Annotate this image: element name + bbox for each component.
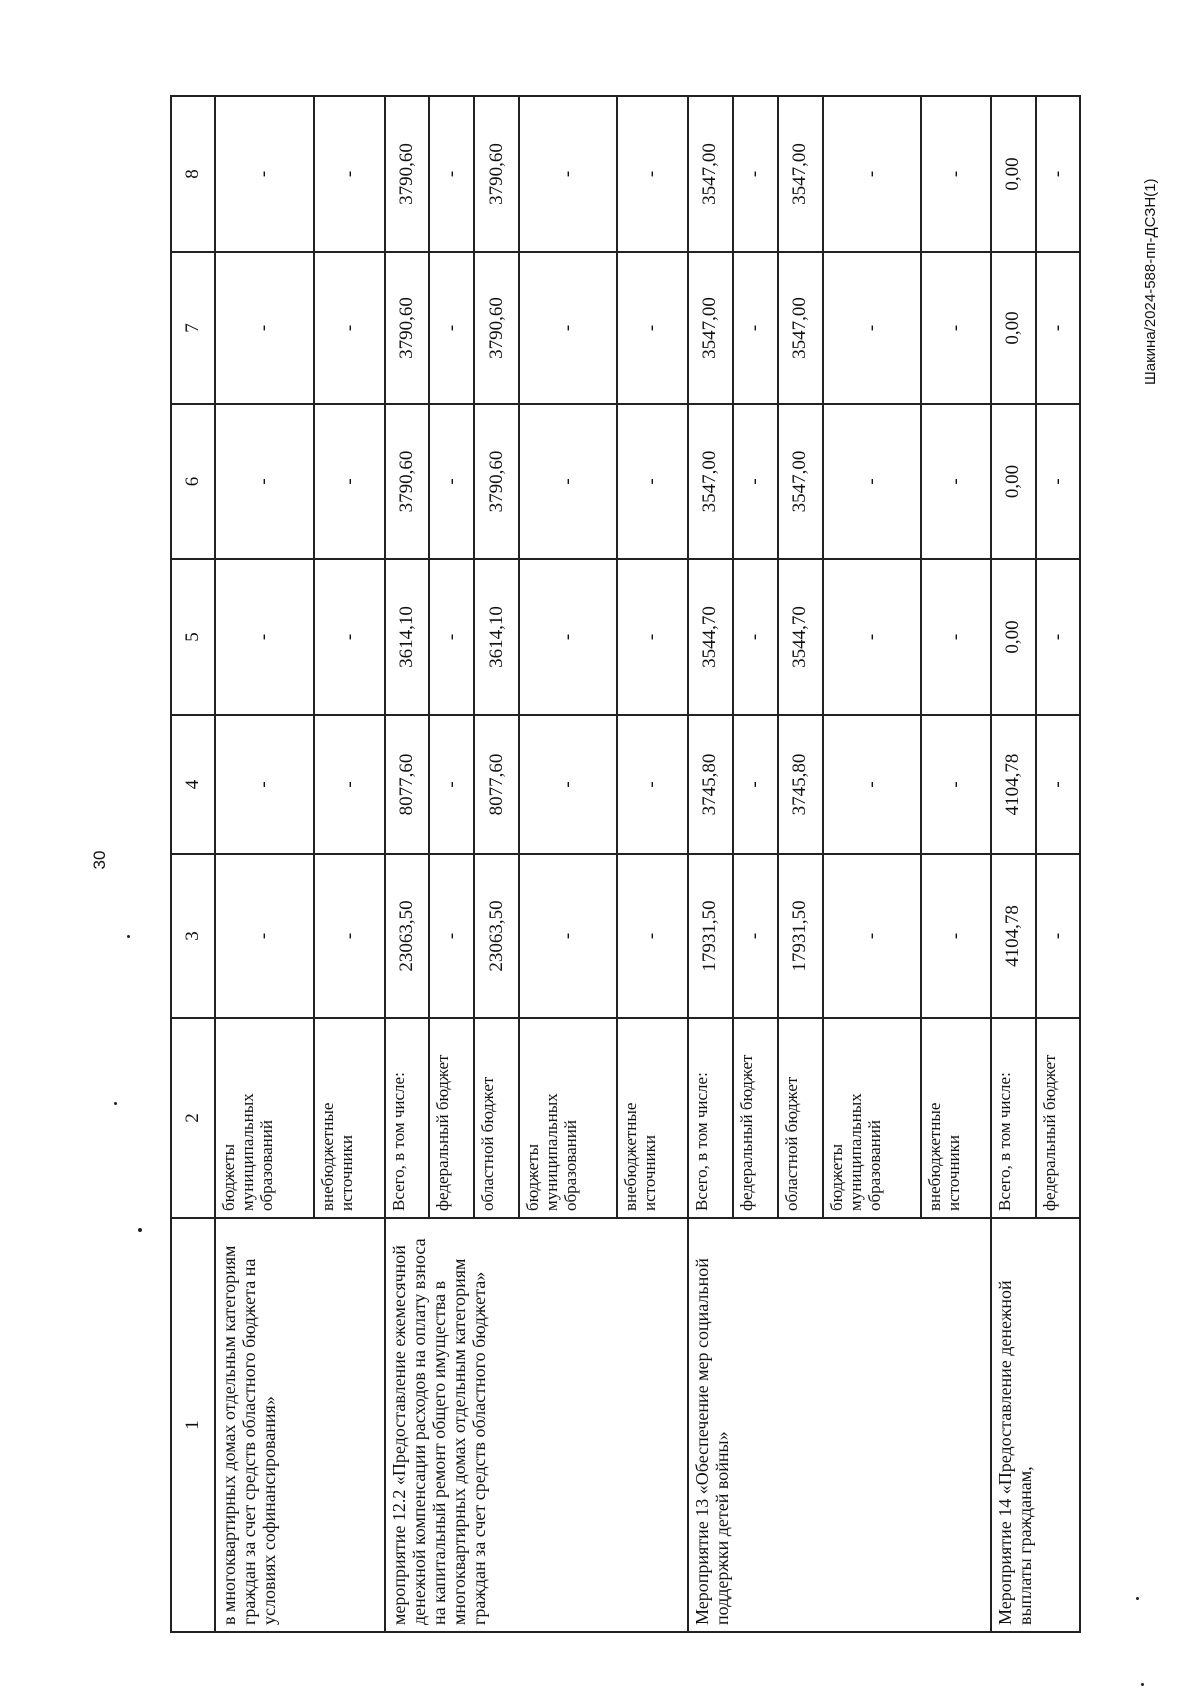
value-cell: - <box>1036 404 1080 559</box>
column-header: 2 <box>171 1018 215 1218</box>
value-cell: - <box>429 404 474 559</box>
value-cell: 3790,60 <box>474 404 519 559</box>
value-cell: - <box>215 559 314 715</box>
value-cell: 0,00 <box>991 96 1036 252</box>
value-cell: - <box>519 715 617 854</box>
value-cell: 0,00 <box>991 252 1036 404</box>
table-row <box>688 96 733 1632</box>
value-cell: - <box>314 252 385 404</box>
value-cell: - <box>314 854 385 1018</box>
funding-source-cell: внебюджетные источники <box>314 1018 385 1218</box>
value-cell: - <box>519 854 617 1018</box>
value-cell: 3544,70 <box>688 559 733 715</box>
document-code-text: Шакина/2024-588-пп-ДСЗН(1) <box>1142 178 1159 385</box>
value-cell: - <box>733 715 778 854</box>
value-cell: - <box>314 559 385 715</box>
funding-source-cell: федеральный бюджет <box>1036 1018 1080 1218</box>
scan-speck <box>1141 1683 1144 1686</box>
column-header: 3 <box>171 854 215 1018</box>
table-row <box>215 96 314 1632</box>
value-cell: - <box>617 715 687 854</box>
value-cell: - <box>921 559 991 715</box>
value-cell: 3547,00 <box>688 252 733 404</box>
value-cell: 3614,10 <box>474 559 519 715</box>
funding-source-cell: бюджеты муниципальных образований <box>519 1018 617 1218</box>
value-cell: 3547,00 <box>778 96 823 252</box>
column-header: 7 <box>171 252 215 404</box>
value-cell: 3790,60 <box>385 96 429 252</box>
value-cell: - <box>733 854 778 1018</box>
table-row <box>991 96 1036 1632</box>
value-cell: 3547,00 <box>688 404 733 559</box>
value-cell: - <box>519 96 617 252</box>
value-cell: - <box>1036 854 1080 1018</box>
table-row <box>385 96 429 1632</box>
value-cell: - <box>314 96 385 252</box>
scan-speck <box>127 935 130 938</box>
value-cell: - <box>429 559 474 715</box>
funding-source-cell: бюджеты муниципальных образований <box>823 1018 921 1218</box>
value-cell: - <box>617 559 687 715</box>
value-cell: 3745,80 <box>778 715 823 854</box>
value-cell: - <box>823 252 921 404</box>
document-code-footer <box>1137 0 1161 700</box>
value-cell: - <box>921 854 991 1018</box>
funding-table-container <box>170 97 1081 1633</box>
funding-source-cell: Всего, в том числе: <box>688 1018 733 1218</box>
value-cell: 3547,00 <box>778 404 823 559</box>
funding-table <box>170 95 1081 1633</box>
value-cell: - <box>617 252 687 404</box>
scan-speck <box>138 1228 142 1232</box>
value-cell: 17931,50 <box>688 854 733 1018</box>
value-cell: 8077,60 <box>474 715 519 854</box>
value-cell: - <box>921 715 991 854</box>
scan-speck <box>1136 1597 1139 1600</box>
value-cell: - <box>1036 559 1080 715</box>
value-cell: - <box>823 404 921 559</box>
value-cell: 3547,00 <box>778 252 823 404</box>
funding-source-cell: бюджеты муниципальных образований <box>215 1018 314 1218</box>
value-cell: - <box>314 715 385 854</box>
value-cell: - <box>429 96 474 252</box>
value-cell: - <box>921 96 991 252</box>
funding-source-cell: Всего, в том числе: <box>385 1018 429 1218</box>
value-cell: - <box>617 96 687 252</box>
funding-source-cell: Всего, в том числе: <box>991 1018 1036 1218</box>
value-cell: - <box>429 715 474 854</box>
value-cell: 0,00 <box>991 404 1036 559</box>
value-cell: - <box>823 96 921 252</box>
value-cell: 3614,10 <box>385 559 429 715</box>
value-cell: 23063,50 <box>385 854 429 1018</box>
value-cell: - <box>519 404 617 559</box>
value-cell: - <box>823 559 921 715</box>
funding-source-cell: областной бюджет <box>474 1018 519 1218</box>
page-number: 30 <box>90 850 109 870</box>
value-cell: 8077,60 <box>385 715 429 854</box>
value-cell: 3790,60 <box>474 96 519 252</box>
column-header: 5 <box>171 559 215 715</box>
value-cell: 3745,80 <box>688 715 733 854</box>
value-cell: 3790,60 <box>474 252 519 404</box>
value-cell: 23063,50 <box>474 854 519 1018</box>
scan-speck <box>114 1102 117 1105</box>
funding-source-cell: федеральный бюджет <box>733 1018 778 1218</box>
value-cell: - <box>429 854 474 1018</box>
value-cell: - <box>215 252 314 404</box>
value-cell: 0,00 <box>991 559 1036 715</box>
value-cell: - <box>733 252 778 404</box>
funding-source-cell: областной бюджет <box>778 1018 823 1218</box>
measure-cell: Мероприятие 13 «Обеспечение мер социальной поддержки детей войны» <box>688 1218 991 1632</box>
value-cell: - <box>429 252 474 404</box>
column-header: 8 <box>171 96 215 252</box>
value-cell: - <box>733 96 778 252</box>
value-cell: - <box>921 404 991 559</box>
table-header-row <box>171 96 215 1632</box>
column-header: 1 <box>171 1218 215 1632</box>
funding-source-cell: внебюджетные источники <box>617 1018 687 1218</box>
column-header: 6 <box>171 404 215 559</box>
value-cell: 3790,60 <box>385 404 429 559</box>
value-cell: 4104,78 <box>991 854 1036 1018</box>
funding-source-cell: федеральный бюджет <box>429 1018 474 1218</box>
value-cell: - <box>519 252 617 404</box>
value-cell: - <box>823 715 921 854</box>
value-cell: - <box>733 404 778 559</box>
funding-source-cell: внебюджетные источники <box>921 1018 991 1218</box>
value-cell: 4104,78 <box>991 715 1036 854</box>
value-cell: - <box>617 404 687 559</box>
value-cell: 3790,60 <box>385 252 429 404</box>
measure-cell: мероприятие 12.2 «Предоставление ежемесячной денежной компенсации расходов на оплату взноса на капитальный ремонт общего имущества в многоквартирных домах отдельным категориям граждан за счет средств областного бюджета» <box>385 1218 687 1632</box>
column-header: 4 <box>171 715 215 854</box>
value-cell: 17931,50 <box>778 854 823 1018</box>
measure-cell: Мероприятие 14 «Предоставление денежной выплаты гражданам, <box>991 1218 1080 1632</box>
value-cell: - <box>314 404 385 559</box>
value-cell: - <box>215 715 314 854</box>
value-cell: 3544,70 <box>778 559 823 715</box>
measure-cell: в многоквартирных домах отдельным категориям граждан за счет средств областного бюджета на условиях софинансирования» <box>215 1218 385 1632</box>
value-cell: - <box>215 404 314 559</box>
value-cell: - <box>1036 715 1080 854</box>
value-cell: - <box>921 252 991 404</box>
value-cell: - <box>519 559 617 715</box>
value-cell: - <box>733 559 778 715</box>
value-cell: 3547,00 <box>688 96 733 252</box>
value-cell: - <box>823 854 921 1018</box>
value-cell: - <box>1036 96 1080 252</box>
value-cell: - <box>617 854 687 1018</box>
value-cell: - <box>215 854 314 1018</box>
value-cell: - <box>1036 252 1080 404</box>
value-cell: - <box>215 96 314 252</box>
